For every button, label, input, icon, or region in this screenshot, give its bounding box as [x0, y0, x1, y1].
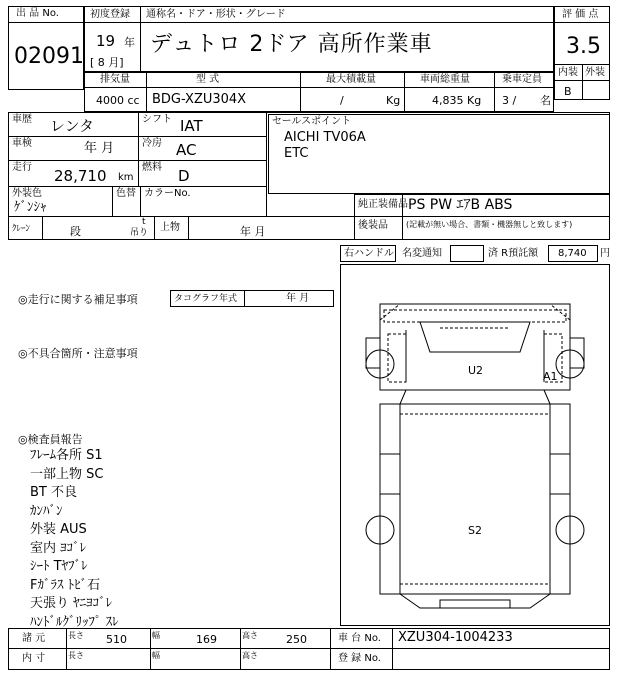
crane-hang: 吊り [130, 228, 149, 238]
inspection-label: 車検 [12, 138, 32, 149]
upper-label: 上物 [160, 222, 180, 233]
length-label: 長さ [68, 631, 84, 640]
width: 169 [196, 633, 217, 646]
gross-weight: 4,835 Kg [432, 94, 482, 107]
capacity-unit: 名 [540, 94, 551, 107]
lot-no: 02091 [14, 44, 84, 69]
recycle-fee-label: 済 R預託額 [488, 248, 539, 259]
report-item: ｼｰﾄ Tﾔﾌﾞﾚ [30, 559, 88, 574]
tacho-date: 年 月 [286, 293, 310, 304]
tacho-label: タコグラフ年式 [174, 294, 238, 304]
crane-ton: t [142, 217, 146, 227]
exterior-color-label: 外装色 [12, 188, 42, 199]
inner-height-label: 高さ [242, 651, 258, 660]
exterior-color: ｹﾞﾝｼｬ [14, 200, 47, 215]
inner-length-label: 長さ [68, 651, 84, 660]
registration-label: 登 録 No. [338, 653, 381, 664]
capacity-label: 乗車定員 [502, 74, 542, 85]
fuel-label: 燃料 [142, 162, 162, 173]
interior-label: 内装 [558, 67, 578, 78]
footer-box [8, 628, 610, 670]
std-equip: PS PW ｴｱB ABS [408, 197, 513, 213]
upper-date: 年 月 [240, 225, 266, 238]
report-item: 外装 AUS [30, 522, 87, 537]
report-item: ｶﾝﾊﾞﾝ [30, 503, 63, 519]
sales-point-label: セールスポイント [272, 116, 352, 127]
mark-a1: A1 [543, 370, 558, 383]
inner-width-label: 幅 [152, 651, 160, 660]
interior-grade: B [564, 85, 572, 98]
ac: AC [176, 141, 197, 159]
ac-label: 冷房 [142, 138, 162, 149]
inspection: 年 月 [84, 141, 115, 156]
name-change-box [450, 245, 484, 262]
mark-u2: U2 [468, 364, 484, 377]
inner-dims-label: 内 寸 [22, 653, 46, 664]
aftermarket-note: (記載が無い場合、書類・機器無しと致します) [406, 220, 573, 229]
name-change-label: 名変通知 [402, 248, 442, 259]
first-reg-label: 初度登録 [90, 9, 130, 20]
shift: IAT [180, 117, 203, 135]
height-label: 高さ [242, 631, 258, 640]
aftermarket-label: 後装品 [358, 220, 388, 231]
report-item: 一部上物 SC [30, 466, 104, 482]
recycle-unit: 円 [600, 248, 610, 259]
crane-label: ｸﾚｰﾝ [12, 224, 31, 234]
model-label: 通称名・ドア・形状・グレード [146, 9, 286, 20]
chassis-label: 車 台 No. [338, 633, 381, 644]
sales-point-2: ETC [284, 146, 309, 161]
color-no-label: カラーNo. [144, 188, 191, 199]
displacement-label: 排気量 [100, 74, 130, 85]
report-item: ﾌﾚｰﾑ各所 S1 [30, 448, 103, 463]
driving-notes-label: ◎走行に関する補足事項 [18, 293, 138, 306]
max-load-unit: Kg [386, 94, 401, 107]
inspector-report-list [30, 447, 330, 632]
reg-year-unit: 年 [124, 36, 135, 49]
chassis: XZU304-1004233 [398, 630, 513, 645]
mileage-label: 走行 [12, 162, 32, 173]
width-label: 幅 [152, 631, 160, 640]
model-type-label: 型 式 [196, 74, 220, 85]
report-item: ﾊﾝﾄﾞﾙｸﾞﾘｯﾌﾟ ｽﾚ [30, 614, 119, 630]
gross-weight-label: 車両総重量 [420, 74, 470, 85]
shift-label: シフト [142, 114, 172, 125]
grade-value: 3.5 [566, 34, 601, 59]
crane-stage: 段 [70, 225, 81, 238]
report-item: 天張り ﾔﾆﾖｺﾞﾚ [30, 596, 113, 611]
height: 250 [286, 633, 307, 646]
report-item: 室内 ﾖｺﾞﾚ [30, 540, 87, 556]
max-load-label: 最大積載量 [326, 74, 376, 85]
length: 510 [106, 633, 127, 646]
history-label: 車歴 [12, 114, 32, 125]
vehicle-name: デュトロ 2ドア 高所作業車 [150, 32, 433, 57]
displacement: 4000 cc [96, 94, 140, 107]
color-code-label: 色替 [116, 188, 136, 199]
truck-diagram [340, 264, 610, 626]
grade-label: 評 価 点 [562, 9, 599, 20]
report-item: BT 不良 [30, 485, 77, 500]
reg-month: [ 8 月] [90, 56, 124, 69]
sales-point-1: AICHI TV06A [284, 130, 366, 145]
lot-no-label: 出 品 No. [16, 8, 59, 19]
exterior-label: 外装 [585, 67, 605, 78]
capacity: 3 / [502, 94, 517, 107]
history: レンタ [50, 117, 95, 135]
inspector-report-label: ◎検査員報告 [18, 433, 83, 446]
std-equip-label: 純正装備品 [358, 199, 408, 210]
defect-notes-label: ◎不具合箇所・注意事項 [18, 347, 138, 360]
mark-s2: S2 [468, 524, 482, 537]
max-load: / [340, 94, 344, 107]
report-item: Fｶﾞﾗｽ ﾄﾋﾞ石 [30, 577, 101, 593]
right-handle: 右ハンドル [344, 248, 394, 259]
mileage: 28,710 [54, 167, 107, 185]
dims-label: 諸 元 [22, 633, 46, 644]
recycle-fee: 8,740 [558, 248, 587, 259]
model-type: BDG-XZU304X [152, 92, 247, 107]
mileage-unit: km [118, 172, 134, 183]
reg-year: 19 [96, 32, 116, 50]
fuel: D [178, 167, 190, 185]
